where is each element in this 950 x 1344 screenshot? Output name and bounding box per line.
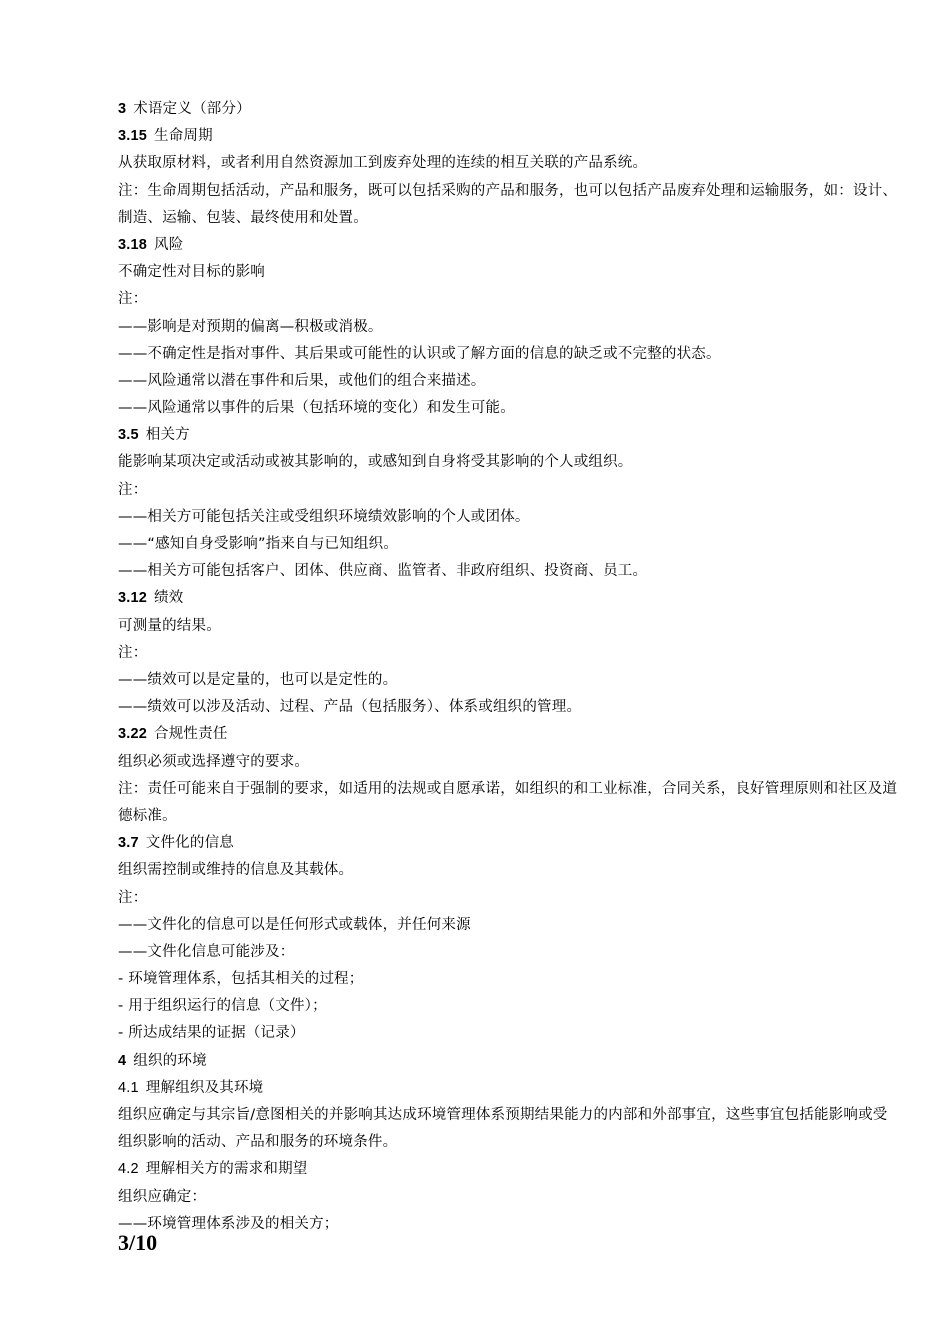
text-line: 组织需控制或维持的信息及其载体。 [118, 862, 354, 879]
section-heading [118, 1048, 898, 1075]
section-heading [118, 123, 898, 150]
page-number: 3/10 [118, 1230, 158, 1255]
section-number: 3.7 [118, 835, 139, 852]
section-title: 风险 [154, 236, 184, 253]
section-title: 生命周期 [154, 128, 213, 145]
section-heading [118, 830, 898, 857]
text-line: 能影响某项决定或活动或被其影响的，或感知到自身将受其影响的个人或组织。 [118, 454, 633, 471]
section-title: 绩效 [154, 590, 184, 607]
text-line: 注：生命周期包括活动，产品和服务，既可以包括采购的产品和服务，也可以包括产品废弃处理和运输服务，如：设计、制造、运输、包装、最终使用和处置。 [118, 182, 898, 226]
section-number: 4.1 [118, 1079, 139, 1096]
text-line: 组织应确定与其宗旨/意图相关的并影响其达成环境管理体系预期结果能力的内部和外部事宜，这些事宜包括能影响或受组织影响的活动、产品和服务的环境条件。 [118, 1107, 888, 1151]
section-heading [118, 232, 898, 259]
text-line: ——相关方可能包括关注或受组织环境绩效影响的个人或团体。 [118, 508, 530, 525]
text-line: - 用于组织运行的信息（文件）； [118, 998, 327, 1015]
text-line: ——绩效可以是定量的，也可以是定性的。 [118, 671, 398, 688]
text-line: 注：责任可能来自于强制的要求，如适用的法规或自愿承诺，如组织的和工业标准，合同关系，良好管理原则和社区及道德标准。 [118, 780, 898, 824]
text-line: 注： [118, 481, 148, 498]
section-heading [118, 1156, 898, 1183]
section-number: 3 [118, 101, 127, 117]
text-line: 组织应确定： [118, 1188, 207, 1205]
text-line: - 环境管理体系，包括其相关的过程； [118, 971, 364, 988]
section-title: 相关方 [145, 427, 190, 444]
section-number: 4.2 [118, 1161, 139, 1178]
section-title: 理解组织及其环境 [145, 1079, 264, 1096]
section-number: 4 [118, 1052, 127, 1069]
section-number: 3.18 [118, 236, 148, 253]
text-line: 注： [118, 291, 148, 308]
text-line: 从获取原材料，或者利用自然资源加工到废弃处理的连续的相互关联的产品系统。 [118, 155, 648, 172]
section-heading [118, 96, 898, 123]
section-number: 3.22 [118, 726, 148, 743]
text-line: ——风险通常以事件的后果（包括环境的变化）和发生可能。 [118, 400, 515, 417]
text-line: 不确定性对目标的影响 [118, 264, 265, 281]
text-line: ——影响是对预期的偏离—积极或消极。 [118, 318, 383, 335]
document-body [118, 96, 898, 1238]
section-title: 理解相关方的需求和期望 [145, 1161, 308, 1178]
text-line: ——风险通常以潜在事件和后果，或他们的组合来描述。 [118, 372, 486, 389]
text-line: ——不确定性是指对事件、其后果或可能性的认识或了解方面的信息的缺乏或不完整的状态。 [118, 345, 721, 362]
text-line: ——文件化的信息可以是任何形式或载体，并任何来源 [118, 916, 471, 933]
section-title: 文件化的信息 [145, 835, 234, 852]
text-line: 组织必须或选择遵守的要求。 [118, 753, 310, 770]
section-title: 合规性责任 [154, 726, 228, 743]
text-line: ——相关方可能包括客户、团体、供应商、监管者、非政府组织、投资商、员工。 [118, 563, 648, 580]
section-title: 术语定义（部分） [133, 101, 251, 117]
section-heading [118, 1075, 898, 1102]
text-line: ——绩效可以涉及活动、过程、产品（包括服务）、体系或组织的管理。 [118, 699, 582, 716]
text-line: ——“感知自身受影响”指来自与已知组织。 [118, 536, 399, 553]
section-title: 组织的环境 [133, 1052, 207, 1069]
section-heading [118, 422, 898, 449]
text-line: 注： [118, 889, 148, 906]
text-line: 注： [118, 644, 148, 661]
text-line: ——环境管理体系涉及的相关方； [118, 1215, 339, 1232]
section-number: 3.15 [118, 128, 148, 145]
text-line: - 所达成结果的证据（记录） [118, 1025, 305, 1042]
section-heading [118, 585, 898, 612]
section-number: 3.5 [118, 427, 139, 444]
section-number: 3.12 [118, 590, 148, 607]
section-heading [118, 721, 898, 748]
text-line: ——文件化信息可能涉及： [118, 943, 295, 960]
text-line: 可测量的结果。 [118, 617, 221, 634]
